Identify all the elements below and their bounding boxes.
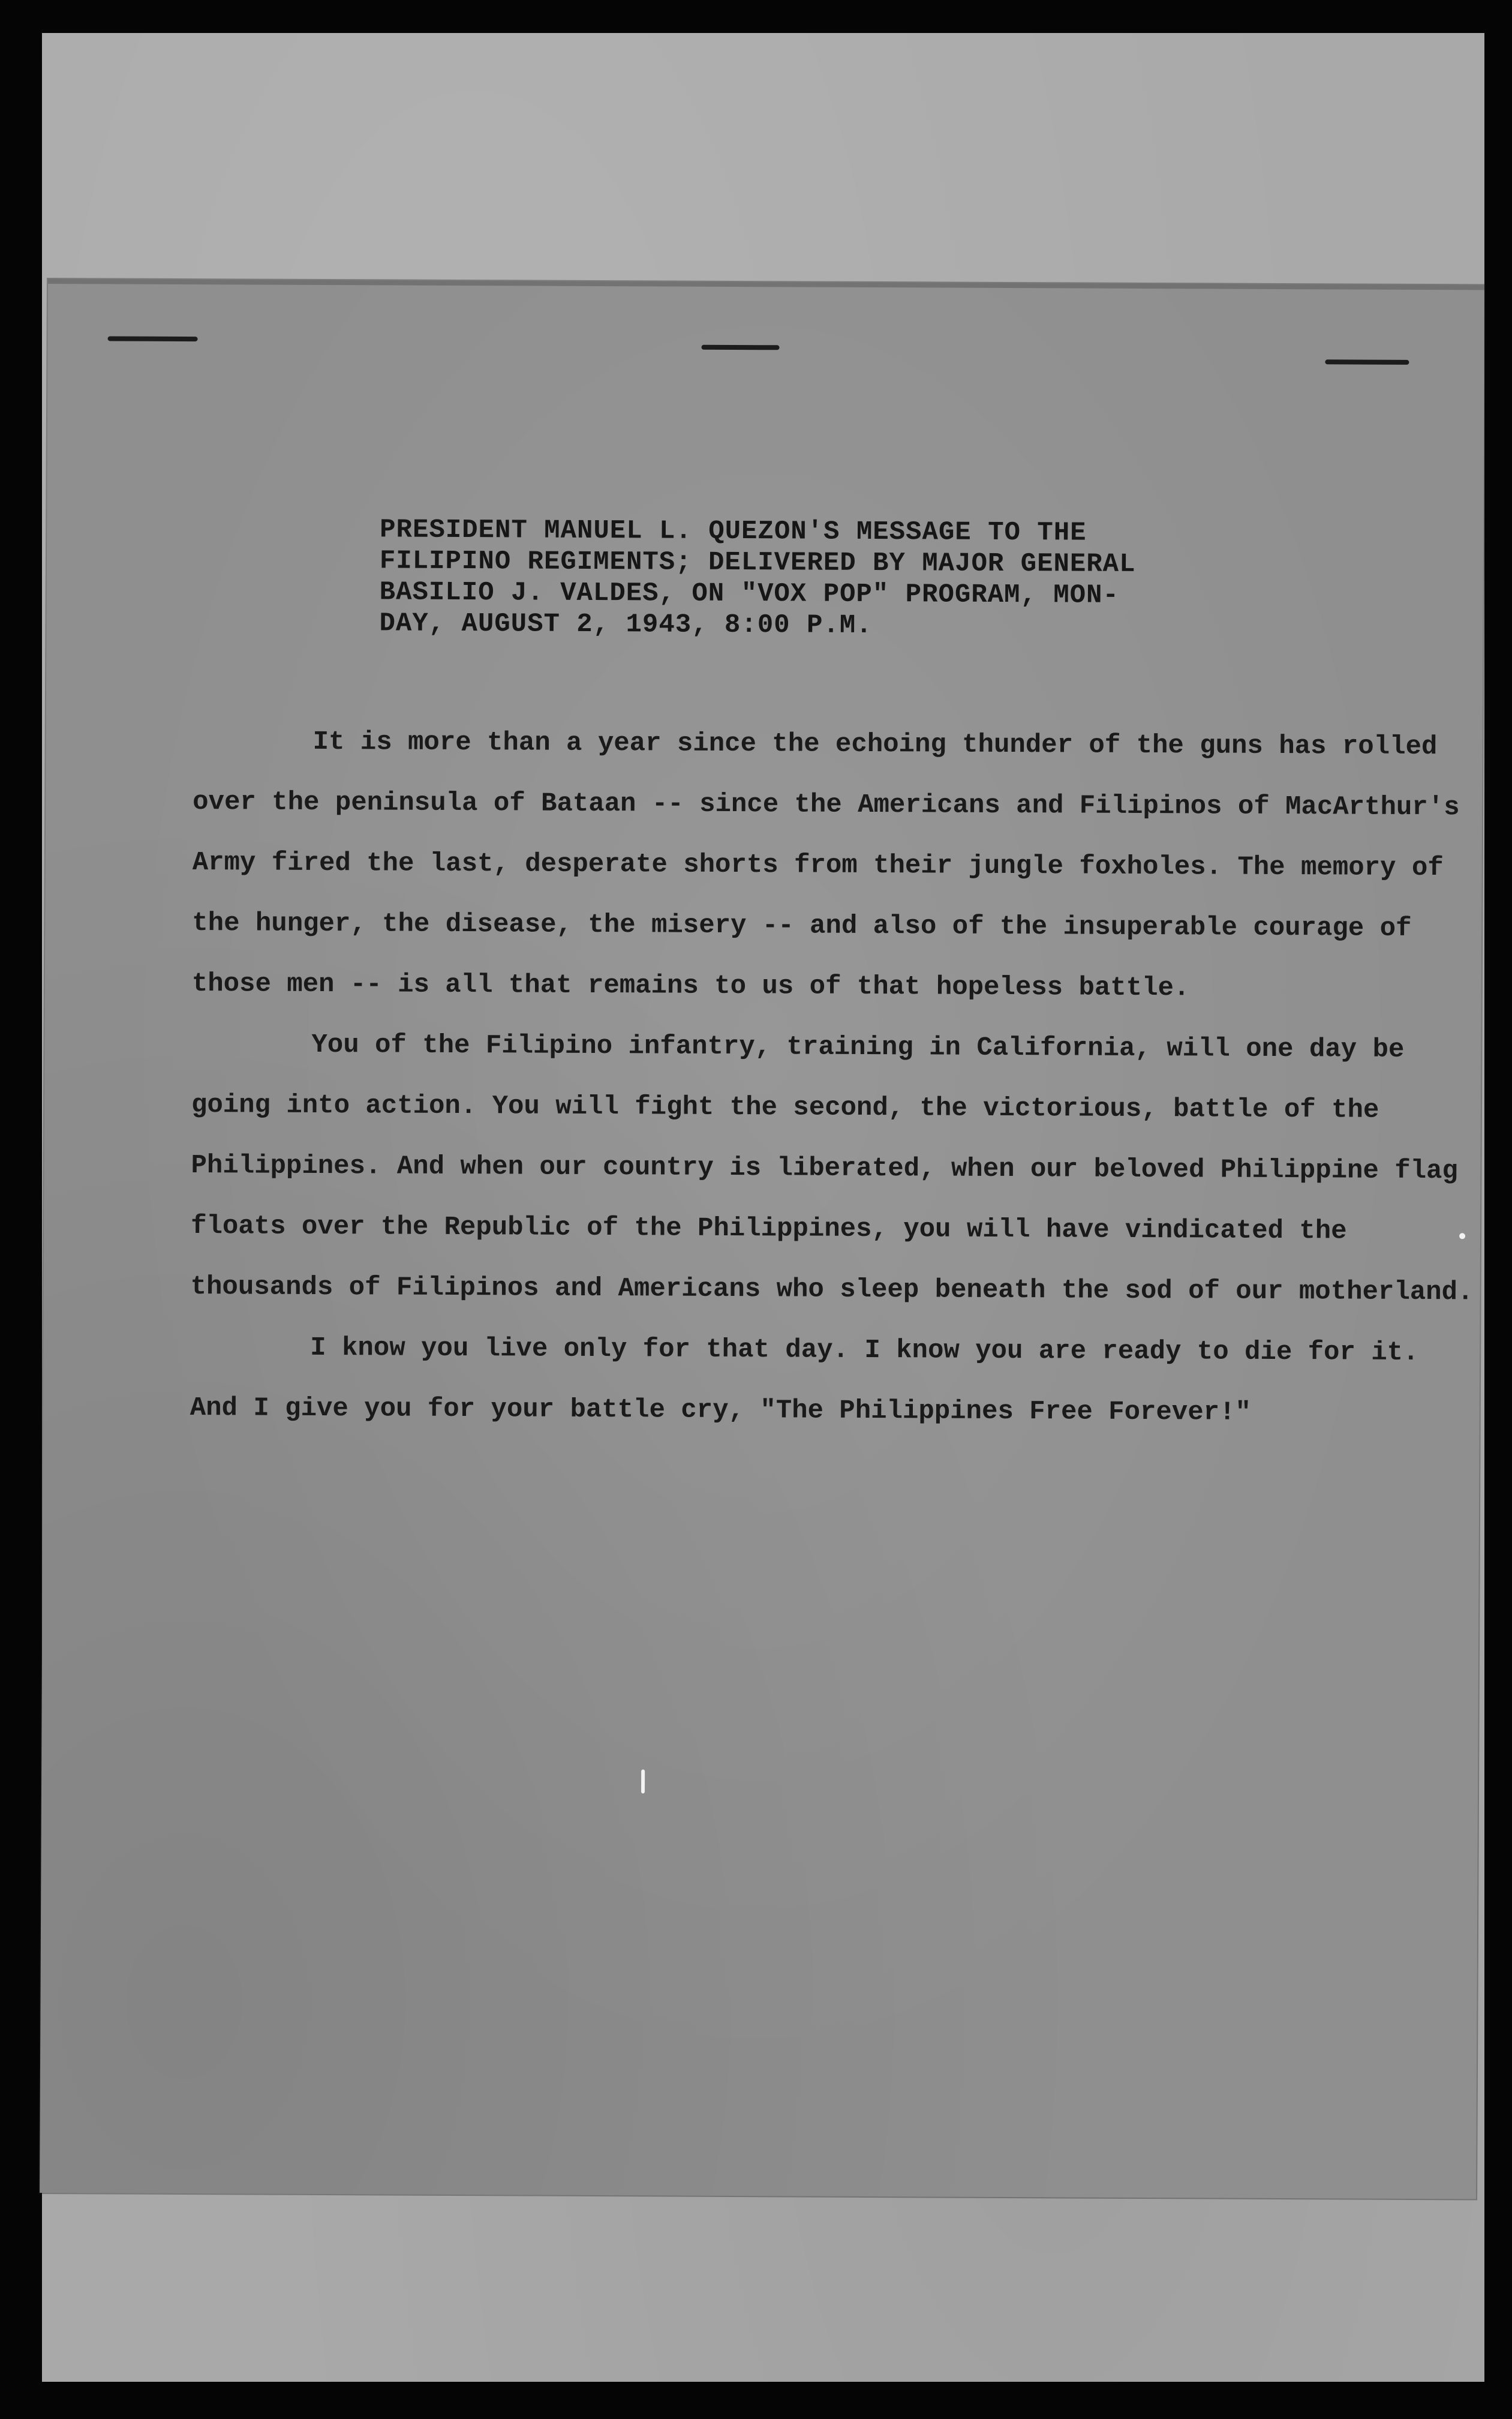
paragraph-1: It is more than a year since the echoing thunder of the guns has rolled over the peninsula of Bataan -- since the Americans and Filipinos of MacArthur's Army fired the last, desperate shorts from their jungle foxholes. The memory of the hunger, the disease, the misery -- and also of the insuperable courage of those men -- is all that remains to us of that hopeless battle. xyxy=(191,727,1460,1004)
clip-mark-right xyxy=(1325,359,1409,365)
dust-speck xyxy=(1459,1233,1465,1239)
paragraph-3: I know you live only for that day. I know you are ready to die for it. And I give you for your battle cry, "The Philippines Free Forever!" xyxy=(190,1332,1419,1428)
document-heading: PRESIDENT MANUEL L. QUEZON'S MESSAGE TO THE FILIPINO REGIMENTS; DELIVERED BY MAJOR GENERAL BASILIO J. VALDES, ON "VOX POP" PROGRAM, MON- DAY, AUGUST 2, 1943, 8:00 P.M. xyxy=(379,515,1136,641)
clip-mark-center xyxy=(701,345,779,350)
clip-mark-left xyxy=(108,336,198,341)
dust-speck xyxy=(641,1769,645,1793)
document-body xyxy=(190,712,1477,1444)
paragraph-2: You of the Filipino infantry, training in California, will one day be going into action. You will fight the second, the victorious, battle of the Philippines. And when our country is liberated, when our beloved Philippine flag floats over the Republic of the Philippines, you will have vindicated the thousands of Filipinos and Americans who sleep beneath the sod of our motherland. xyxy=(190,1030,1474,1308)
typed-sheet xyxy=(40,279,1484,2199)
